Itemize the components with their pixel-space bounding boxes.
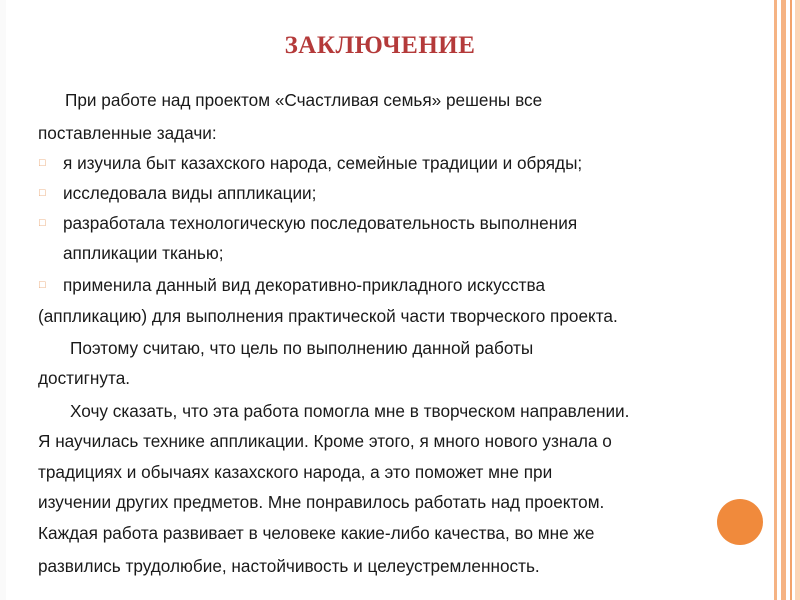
text-line: Каждая работа развивает в человеке какие-либо качества, во мне же bbox=[38, 523, 595, 543]
bullet-icon: □ bbox=[39, 157, 46, 169]
text-line: достигнута. bbox=[38, 368, 131, 388]
list-item-continuation: аппликации тканью; bbox=[63, 243, 224, 263]
text-line: изучении других предметов. Мне понравилось работать над проектом. bbox=[38, 492, 605, 512]
text-line: Поэтому считаю, что цель по выполнению данной работы bbox=[70, 338, 534, 358]
text-line: развились трудолюбие, настойчивость и целеустремленность. bbox=[38, 556, 540, 576]
list-item: применила данный вид декоративно-прикладного искусства bbox=[63, 275, 546, 295]
text-line: При работе над проектом «Счастливая семья» решены все bbox=[65, 90, 543, 110]
list-item: исследовала виды аппликации; bbox=[63, 183, 317, 203]
bullet-icon: □ bbox=[39, 279, 46, 291]
slide-title: ЗАКЛЮЧЕНИЕ bbox=[284, 32, 476, 59]
decorative-circle bbox=[717, 499, 763, 545]
text-line: (аппликацию) для выполнения практической части творческого проекта. bbox=[38, 306, 618, 326]
text-line: Хочу сказать, что эта работа помогла мне в творческом направлении. bbox=[70, 401, 630, 421]
bullet-icon: □ bbox=[39, 187, 46, 199]
text-line: Я научилась технике аппликации. Кроме этого, я много нового узнала о bbox=[38, 431, 612, 451]
bullet-icon: □ bbox=[39, 217, 46, 229]
decorative-stripe bbox=[774, 0, 777, 600]
decorative-stripe bbox=[795, 0, 800, 600]
decorative-stripe bbox=[790, 0, 792, 600]
text-line: поставленные задачи: bbox=[38, 123, 217, 143]
text-line: традициях и обычаях казахского народа, а это поможет мне при bbox=[38, 462, 553, 482]
list-item: я изучила быт казахского народа, семейные традиции и обряды; bbox=[63, 153, 583, 173]
slide-left-edge bbox=[0, 0, 6, 600]
list-item: разработала технологическую последовательность выполнения bbox=[63, 213, 578, 233]
decorative-stripe bbox=[781, 0, 786, 600]
